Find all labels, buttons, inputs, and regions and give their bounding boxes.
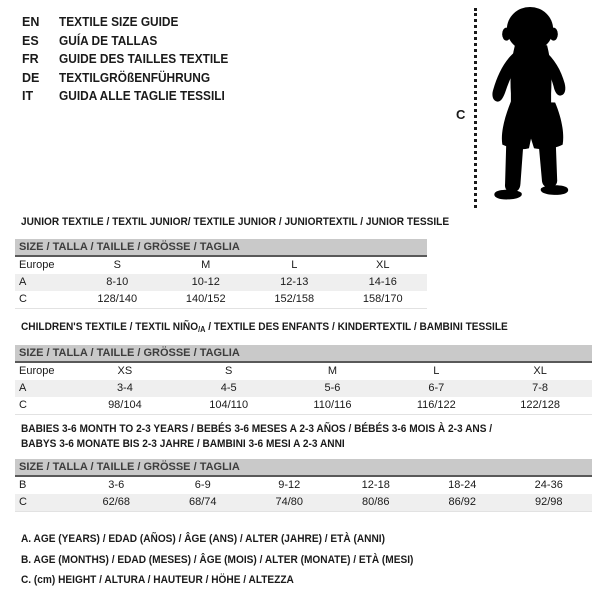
section-babies-title — [21, 422, 492, 451]
table-cell: 110/116 — [313, 399, 352, 411]
table-row-columns — [15, 256, 427, 274]
lang-code: ES — [22, 33, 39, 48]
junior-size-table — [15, 239, 427, 309]
table-cell: 5-6 — [281, 380, 385, 397]
footnote-b: B. AGE (MONTHS) / EDAD (MESES) / ÂGE (MOIS) / ALTER (MONATE) / ETÀ (MESI) — [21, 553, 414, 566]
column-header: Europe — [19, 365, 55, 377]
column-header: L — [433, 365, 440, 377]
section-junior-title: JUNIOR TEXTILE / TEXTIL JUNIOR/ TEXTILE JUNIOR / JUNIORTEXTIL / JUNIOR TESSILE — [21, 216, 450, 228]
table-cell: 12-13 — [250, 274, 339, 291]
table-cell: 116/122 — [416, 399, 456, 411]
row-label: C — [19, 399, 27, 411]
column-header: L — [291, 259, 298, 271]
lang-row-es — [22, 32, 237, 51]
table-cell: 18-24 — [448, 479, 477, 491]
lang-label: TEXTILGRÖßENFÜHRUNG — [59, 70, 211, 85]
table-cell: 8-10 — [73, 274, 162, 291]
column-header: XS — [117, 365, 133, 377]
table-cell: 62/68 — [73, 494, 160, 512]
row-label: C — [15, 494, 73, 512]
lang-row-it — [22, 87, 237, 106]
table-cell: 68/74 — [160, 494, 247, 512]
table-cell: 12-18 — [361, 479, 390, 491]
column-header: Europe — [19, 259, 55, 271]
table-cell: 92/98 — [506, 494, 593, 512]
babies-title-line1: BABIES 3-6 MONTH TO 2-3 YEARS / BEBÉS 3-6 MESES A 2-3 AÑOS / BÉBÉS 3-6 MOIS À 2-3 ANS / — [21, 423, 493, 435]
babies-title-line2: BABYS 3-6 MONATE BIS 2-3 JAHRE / BAMBINI 3-6 MESI A 2-3 ANNI — [21, 437, 345, 450]
table-cell: 7-8 — [488, 380, 592, 397]
size-header-bar: SIZE / TALLA / TAILLE / GRÖSSE / TAGLIA — [15, 459, 592, 476]
table-cell: 4-5 — [177, 380, 281, 397]
table-cell: 152/158 — [274, 293, 315, 305]
table-cell: 158/170 — [362, 293, 403, 305]
height-label-c: C — [456, 107, 466, 122]
children-size-table — [15, 345, 592, 415]
table-cell: 80/86 — [333, 494, 420, 512]
footnote-c: C. (cm) HEIGHT / ALTURA / HAUTEUR / HÖHE / ALTEZZA — [21, 574, 294, 586]
language-list — [22, 13, 237, 106]
lang-row-de — [22, 69, 237, 88]
lang-label: GUÍA DE TALLAS — [59, 33, 158, 48]
table-cell: 86/92 — [419, 494, 506, 512]
table-row-c — [15, 494, 592, 512]
height-dotted-line — [474, 8, 477, 208]
footnotes — [21, 529, 448, 591]
row-label: B — [19, 479, 27, 491]
lang-label: GUIDA ALLE TAGLIE TESSILI — [59, 89, 225, 104]
section-children-title: CHILDREN'S TEXTILE / TEXTIL $NIÑO_{/A}$ / TEXTILE DES ENFANTS / KINDERTEXTIL / BAMBINI TESSILE — [21, 321, 508, 334]
babies-size-table — [15, 459, 592, 512]
table-row-b — [15, 476, 592, 494]
table-cell: 6-9 — [194, 479, 211, 491]
column-header: S — [113, 259, 121, 271]
table-cell: 14-16 — [339, 274, 428, 291]
row-label: A — [15, 380, 73, 397]
lang-label: GUIDE DES TAILLES TEXTILE — [59, 52, 229, 67]
lang-row-en — [22, 13, 237, 32]
column-header: M — [201, 259, 211, 271]
table-cell: 128/140 — [97, 293, 138, 305]
lang-code: EN — [22, 15, 40, 30]
lang-code: FR — [22, 52, 39, 67]
table-cell: 10-12 — [162, 274, 251, 291]
table-cell: 104/110 — [209, 399, 249, 411]
lang-code: IT — [22, 89, 34, 104]
column-header: S — [225, 365, 233, 377]
title-subscript: /A — [198, 325, 206, 334]
column-header: XL — [533, 365, 547, 377]
table-row-a — [15, 274, 427, 291]
table-row-columns — [15, 362, 592, 380]
lang-row-fr — [22, 50, 237, 69]
table-cell: 140/152 — [185, 293, 226, 305]
lang-label: TEXTILE SIZE GUIDE — [59, 15, 179, 30]
baby-silhouette-icon — [486, 7, 578, 210]
table-row-c — [15, 291, 427, 309]
table-cell: 9-12 — [278, 479, 301, 491]
table-cell: 98/104 — [108, 399, 142, 411]
table-row-a — [15, 380, 592, 397]
table-cell: 122/128 — [520, 399, 560, 411]
table-cell: 3-4 — [73, 380, 177, 397]
table-cell: 74/80 — [246, 494, 333, 512]
table-row-c — [15, 397, 592, 415]
size-header-bar: SIZE / TALLA / TAILLE / GRÖSSE / TAGLIA — [15, 345, 592, 362]
size-header-bar: SIZE / TALLA / TAILLE / GRÖSSE / TAGLIA — [15, 239, 427, 256]
column-header: XL — [376, 259, 390, 271]
row-label: A — [15, 274, 73, 291]
table-cell: 24-36 — [534, 479, 563, 491]
column-header: M — [327, 365, 338, 377]
table-cell: 3-6 — [108, 479, 125, 491]
footnote-a: A. AGE (YEARS) / EDAD (AÑOS) / ÂGE (ANS) / ALTER (JAHRE) / ETÀ (ANNI) — [21, 533, 385, 545]
table-cell: 6-7 — [384, 380, 488, 397]
lang-code: DE — [22, 70, 40, 85]
row-label: C — [19, 293, 27, 305]
